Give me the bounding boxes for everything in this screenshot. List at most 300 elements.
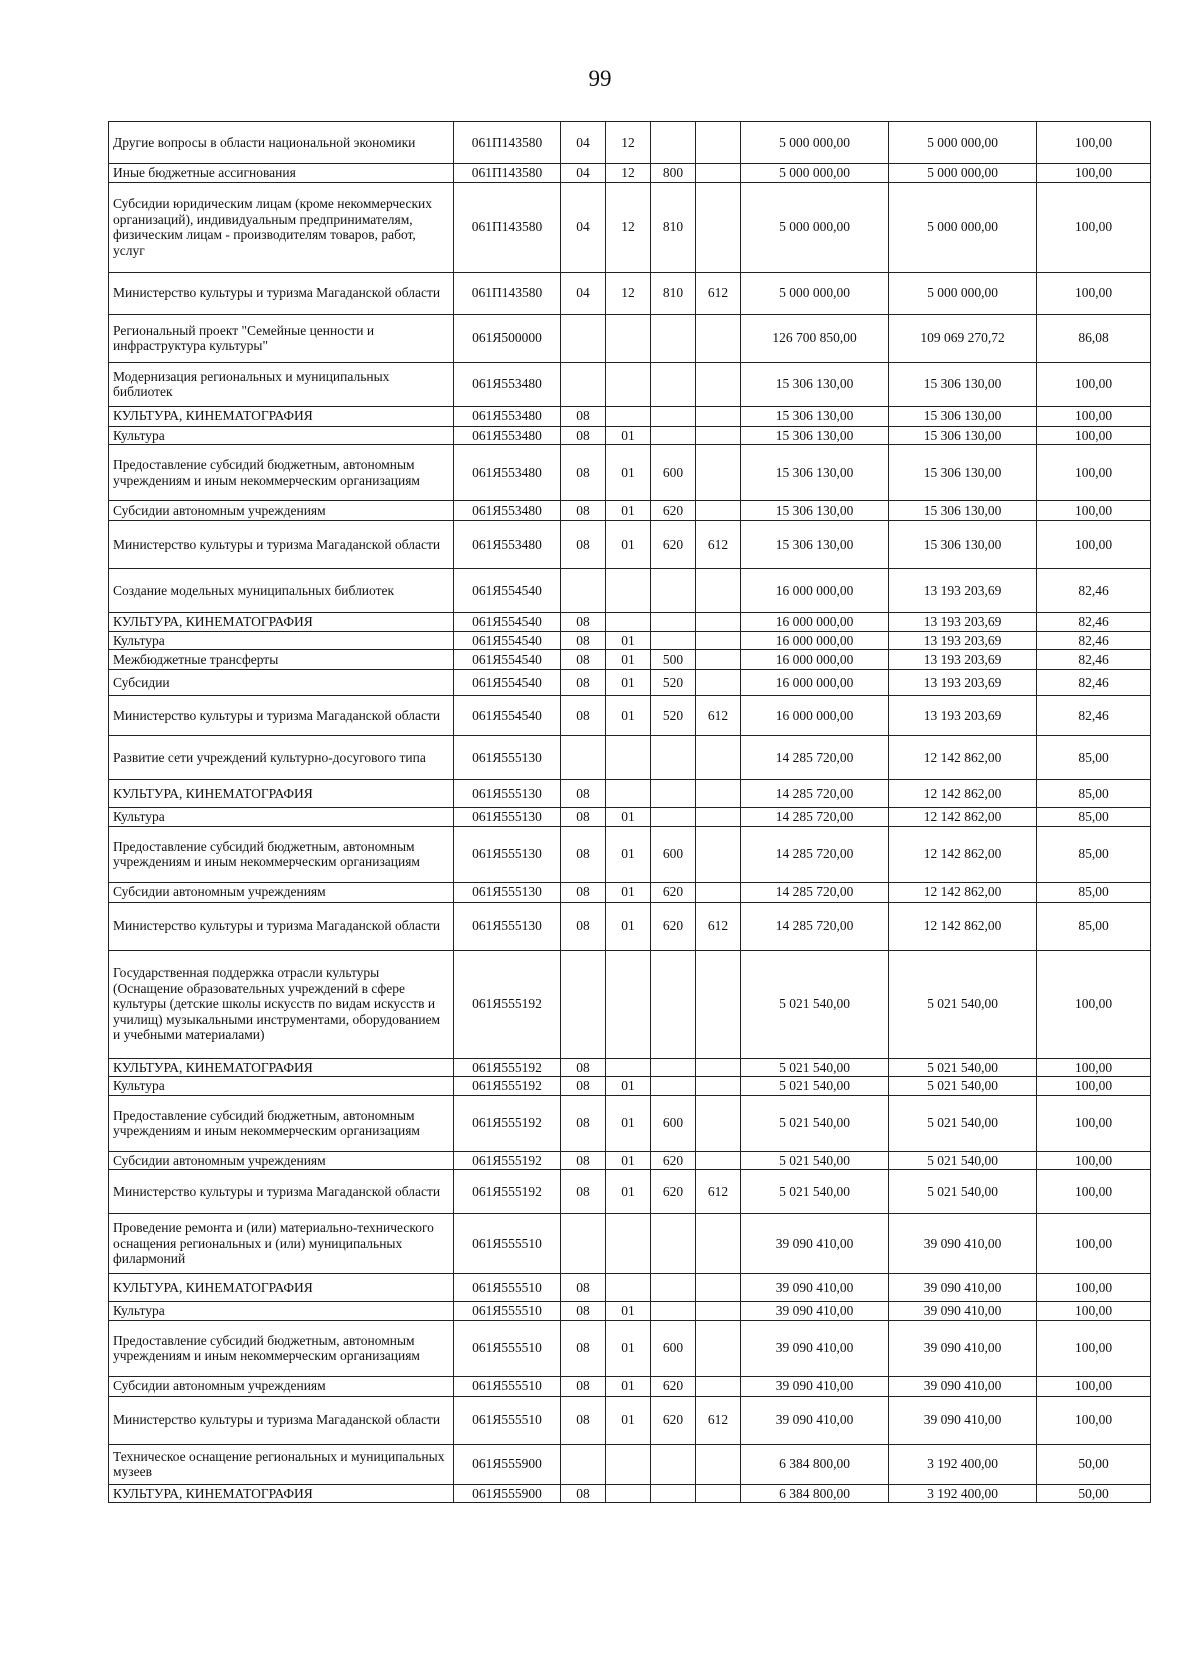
administrator-code: [696, 826, 741, 882]
execution-percent: 100,00: [1037, 501, 1151, 521]
planned-amount: 5 000 000,00: [741, 164, 889, 183]
actual-amount: 5 021 540,00: [889, 1151, 1037, 1170]
row-name: КУЛЬТУРА, КИНЕМАТОГРАФИЯ: [109, 406, 454, 426]
execution-percent: 100,00: [1037, 445, 1151, 501]
planned-amount: 5 000 000,00: [741, 272, 889, 314]
actual-amount: 5 021 540,00: [889, 1058, 1037, 1077]
section-code: 08: [561, 826, 606, 882]
administrator-code: [696, 1151, 741, 1170]
row-name: Предоставление субсидий бюджетным, автономным учреждениям и иным некоммерческим организациям: [109, 826, 454, 882]
expense-type-code: [651, 1274, 696, 1302]
row-name: Предоставление субсидий бюджетным, автономным учреждениям и иным некоммерческим организациям: [109, 1095, 454, 1151]
subsection-code: 12: [606, 164, 651, 183]
planned-amount: 15 306 130,00: [741, 445, 889, 501]
planned-amount: 5 021 540,00: [741, 1058, 889, 1077]
target-code: 061Я555130: [454, 808, 561, 827]
page-number: 99: [588, 66, 612, 91]
row-name: Субсидии: [109, 670, 454, 696]
table-row: [109, 882, 1151, 902]
execution-percent: 82,46: [1037, 650, 1151, 670]
target-code: 061Я553480: [454, 521, 561, 569]
subsection-code: 01: [606, 521, 651, 569]
section-code: 04: [561, 164, 606, 183]
expense-type-code: [651, 569, 696, 613]
section-code: [561, 362, 606, 406]
row-name: Проведение ремонта и (или) материально-технического оснащения региональных и (или) муниципальных филармоний: [109, 1214, 454, 1274]
row-name: Создание модельных муниципальных библиотек: [109, 569, 454, 613]
execution-percent: 100,00: [1037, 426, 1151, 445]
planned-amount: 14 285 720,00: [741, 902, 889, 950]
row-name: Культура: [109, 1302, 454, 1321]
table-row: [109, 1320, 1151, 1376]
execution-percent: 85,00: [1037, 808, 1151, 827]
row-name: Культура: [109, 426, 454, 445]
subsection-code: 01: [606, 1320, 651, 1376]
table-row: [109, 272, 1151, 314]
section-code: 08: [561, 631, 606, 650]
expense-type-code: 600: [651, 445, 696, 501]
administrator-code: [696, 1058, 741, 1077]
expense-type-code: 810: [651, 272, 696, 314]
execution-percent: 85,00: [1037, 736, 1151, 780]
table-row: [109, 1170, 1151, 1214]
target-code: 061Я555130: [454, 736, 561, 780]
execution-percent: 50,00: [1037, 1444, 1151, 1484]
expense-type-code: 800: [651, 164, 696, 183]
execution-percent: 100,00: [1037, 1170, 1151, 1214]
section-code: 08: [561, 1484, 606, 1503]
administrator-code: [696, 650, 741, 670]
administrator-code: [696, 1274, 741, 1302]
section-code: 08: [561, 613, 606, 632]
section-code: 08: [561, 1058, 606, 1077]
table-row: [109, 780, 1151, 808]
actual-amount: 5 000 000,00: [889, 182, 1037, 272]
planned-amount: 5 000 000,00: [741, 182, 889, 272]
section-code: 08: [561, 521, 606, 569]
execution-percent: 85,00: [1037, 902, 1151, 950]
administrator-code: [696, 426, 741, 445]
section-code: 08: [561, 1170, 606, 1214]
planned-amount: 39 090 410,00: [741, 1320, 889, 1376]
planned-amount: 16 000 000,00: [741, 613, 889, 632]
administrator-code: [696, 362, 741, 406]
table-row: [109, 1376, 1151, 1396]
target-code: 061Я553480: [454, 362, 561, 406]
expense-type-code: [651, 780, 696, 808]
section-code: 08: [561, 902, 606, 950]
subsection-code: 12: [606, 122, 651, 164]
planned-amount: 39 090 410,00: [741, 1396, 889, 1444]
table-row: [109, 1151, 1151, 1170]
execution-percent: 85,00: [1037, 780, 1151, 808]
administrator-code: [696, 1444, 741, 1484]
subsection-code: 01: [606, 1095, 651, 1151]
subsection-code: 01: [606, 1396, 651, 1444]
table-row: [109, 521, 1151, 569]
target-code: 061П143580: [454, 164, 561, 183]
execution-percent: 100,00: [1037, 1151, 1151, 1170]
expense-type-code: [651, 1444, 696, 1484]
administrator-code: [696, 631, 741, 650]
section-code: 08: [561, 1396, 606, 1444]
execution-percent: 100,00: [1037, 521, 1151, 569]
section-code: 04: [561, 272, 606, 314]
administrator-code: [696, 1484, 741, 1503]
subsection-code: 01: [606, 1376, 651, 1396]
row-name: Предоставление субсидий бюджетным, автономным учреждениям и иным некоммерческим организациям: [109, 1320, 454, 1376]
row-name: Культура: [109, 1077, 454, 1096]
execution-percent: 100,00: [1037, 122, 1151, 164]
execution-percent: 100,00: [1037, 182, 1151, 272]
section-code: 08: [561, 1376, 606, 1396]
planned-amount: 14 285 720,00: [741, 826, 889, 882]
section-code: 04: [561, 122, 606, 164]
section-code: 08: [561, 1302, 606, 1321]
row-name: Министерство культуры и туризма Магаданской области: [109, 1170, 454, 1214]
execution-percent: 100,00: [1037, 272, 1151, 314]
target-code: 061Я553480: [454, 445, 561, 501]
planned-amount: 5 000 000,00: [741, 122, 889, 164]
subsection-code: 01: [606, 426, 651, 445]
actual-amount: 12 142 862,00: [889, 736, 1037, 780]
actual-amount: 15 306 130,00: [889, 445, 1037, 501]
administrator-code: [696, 670, 741, 696]
administrator-code: [696, 736, 741, 780]
row-name: Субсидии юридическим лицам (кроме некоммерческих организаций), индивидуальным предпринимателям, физическим лицам - производителям товаров, работ, услуг: [109, 182, 454, 272]
planned-amount: 6 384 800,00: [741, 1444, 889, 1484]
target-code: 061П143580: [454, 122, 561, 164]
target-code: 061Я553480: [454, 406, 561, 426]
expense-type-code: 520: [651, 670, 696, 696]
row-name: Субсидии автономным учреждениям: [109, 501, 454, 521]
section-code: 08: [561, 1320, 606, 1376]
actual-amount: 15 306 130,00: [889, 426, 1037, 445]
table-row: [109, 362, 1151, 406]
expense-type-code: [651, 406, 696, 426]
table-row: [109, 1484, 1151, 1503]
administrator-code: [696, 1077, 741, 1096]
administrator-code: 612: [696, 696, 741, 736]
administrator-code: [696, 1095, 741, 1151]
actual-amount: 5 021 540,00: [889, 950, 1037, 1058]
expense-type-code: 600: [651, 1320, 696, 1376]
section-code: 08: [561, 670, 606, 696]
target-code: 061Я555130: [454, 882, 561, 902]
actual-amount: 5 000 000,00: [889, 164, 1037, 183]
table-row: [109, 1058, 1151, 1077]
row-name: Межбюджетные трансферты: [109, 650, 454, 670]
administrator-code: [696, 445, 741, 501]
expense-type-code: 620: [651, 882, 696, 902]
expense-type-code: [651, 613, 696, 632]
subsection-code: [606, 1444, 651, 1484]
table-row: [109, 122, 1151, 164]
administrator-code: 612: [696, 1170, 741, 1214]
expense-type-code: [651, 950, 696, 1058]
subsection-code: [606, 1214, 651, 1274]
subsection-code: [606, 1058, 651, 1077]
actual-amount: 12 142 862,00: [889, 808, 1037, 827]
target-code: 061Я555192: [454, 1058, 561, 1077]
actual-amount: 15 306 130,00: [889, 521, 1037, 569]
subsection-code: [606, 950, 651, 1058]
table-row: [109, 1274, 1151, 1302]
planned-amount: 14 285 720,00: [741, 780, 889, 808]
planned-amount: 14 285 720,00: [741, 808, 889, 827]
budget-table: [108, 121, 1151, 1503]
actual-amount: 5 000 000,00: [889, 122, 1037, 164]
actual-amount: 39 090 410,00: [889, 1396, 1037, 1444]
execution-percent: 100,00: [1037, 1058, 1151, 1077]
planned-amount: 15 306 130,00: [741, 426, 889, 445]
administrator-code: [696, 314, 741, 362]
subsection-code: [606, 406, 651, 426]
execution-percent: 82,46: [1037, 631, 1151, 650]
target-code: 061Я555192: [454, 950, 561, 1058]
execution-percent: 100,00: [1037, 1095, 1151, 1151]
execution-percent: 85,00: [1037, 882, 1151, 902]
target-code: 061Я555130: [454, 826, 561, 882]
actual-amount: 109 069 270,72: [889, 314, 1037, 362]
planned-amount: 5 021 540,00: [741, 1095, 889, 1151]
table-row: [109, 736, 1151, 780]
subsection-code: 01: [606, 1302, 651, 1321]
target-code: 061Я553480: [454, 426, 561, 445]
row-name: Культура: [109, 631, 454, 650]
section-code: [561, 1214, 606, 1274]
row-name: Техническое оснащение региональных и муниципальных музеев: [109, 1444, 454, 1484]
planned-amount: 16 000 000,00: [741, 670, 889, 696]
actual-amount: 5 021 540,00: [889, 1077, 1037, 1096]
table-row: [109, 1302, 1151, 1321]
section-code: 04: [561, 182, 606, 272]
execution-percent: 82,46: [1037, 670, 1151, 696]
target-code: 061Я555130: [454, 780, 561, 808]
execution-percent: 100,00: [1037, 1396, 1151, 1444]
row-name: КУЛЬТУРА, КИНЕМАТОГРАФИЯ: [109, 1274, 454, 1302]
subsection-code: 01: [606, 501, 651, 521]
target-code: 061Я554540: [454, 631, 561, 650]
row-name: КУЛЬТУРА, КИНЕМАТОГРАФИЯ: [109, 1058, 454, 1077]
administrator-code: [696, 1376, 741, 1396]
administrator-code: [696, 501, 741, 521]
table-row: [109, 696, 1151, 736]
target-code: 061Я554540: [454, 670, 561, 696]
section-code: 08: [561, 808, 606, 827]
administrator-code: [696, 569, 741, 613]
administrator-code: [696, 613, 741, 632]
budget-table-body: [109, 122, 1151, 1503]
actual-amount: 5 021 540,00: [889, 1095, 1037, 1151]
expense-type-code: 620: [651, 1376, 696, 1396]
actual-amount: 39 090 410,00: [889, 1214, 1037, 1274]
table-row: [109, 314, 1151, 362]
planned-amount: 5 021 540,00: [741, 1077, 889, 1096]
planned-amount: 126 700 850,00: [741, 314, 889, 362]
administrator-code: [696, 1214, 741, 1274]
section-code: 08: [561, 501, 606, 521]
expense-type-code: 500: [651, 650, 696, 670]
subsection-code: [606, 1274, 651, 1302]
planned-amount: 14 285 720,00: [741, 736, 889, 780]
administrator-code: 612: [696, 902, 741, 950]
execution-percent: 100,00: [1037, 164, 1151, 183]
subsection-code: 12: [606, 272, 651, 314]
table-row: [109, 569, 1151, 613]
row-name: Министерство культуры и туризма Магаданской области: [109, 1396, 454, 1444]
row-name: Развитие сети учреждений культурно-досугового типа: [109, 736, 454, 780]
target-code: 061П143580: [454, 272, 561, 314]
actual-amount: 15 306 130,00: [889, 501, 1037, 521]
section-code: 08: [561, 882, 606, 902]
expense-type-code: [651, 1214, 696, 1274]
subsection-code: 01: [606, 808, 651, 827]
subsection-code: 12: [606, 182, 651, 272]
row-name: КУЛЬТУРА, КИНЕМАТОГРАФИЯ: [109, 1484, 454, 1503]
expense-type-code: 600: [651, 826, 696, 882]
administrator-code: [696, 164, 741, 183]
table-row: [109, 426, 1151, 445]
actual-amount: 13 193 203,69: [889, 696, 1037, 736]
section-code: [561, 950, 606, 1058]
execution-percent: 100,00: [1037, 1376, 1151, 1396]
row-name: КУЛЬТУРА, КИНЕМАТОГРАФИЯ: [109, 780, 454, 808]
administrator-code: 612: [696, 521, 741, 569]
subsection-code: 01: [606, 826, 651, 882]
row-name: Культура: [109, 808, 454, 827]
planned-amount: 16 000 000,00: [741, 631, 889, 650]
execution-percent: 86,08: [1037, 314, 1151, 362]
planned-amount: 14 285 720,00: [741, 882, 889, 902]
planned-amount: 15 306 130,00: [741, 501, 889, 521]
planned-amount: 5 021 540,00: [741, 1151, 889, 1170]
planned-amount: 15 306 130,00: [741, 406, 889, 426]
actual-amount: 15 306 130,00: [889, 362, 1037, 406]
expense-type-code: 600: [651, 1095, 696, 1151]
section-code: 08: [561, 650, 606, 670]
section-code: 08: [561, 1274, 606, 1302]
expense-type-code: 620: [651, 902, 696, 950]
actual-amount: 39 090 410,00: [889, 1376, 1037, 1396]
target-code: 061Я553480: [454, 501, 561, 521]
planned-amount: 5 021 540,00: [741, 950, 889, 1058]
section-code: 08: [561, 1095, 606, 1151]
actual-amount: 13 193 203,69: [889, 569, 1037, 613]
actual-amount: 39 090 410,00: [889, 1302, 1037, 1321]
actual-amount: 12 142 862,00: [889, 780, 1037, 808]
section-code: 08: [561, 1077, 606, 1096]
subsection-code: 01: [606, 1170, 651, 1214]
execution-percent: 82,46: [1037, 569, 1151, 613]
expense-type-code: [651, 631, 696, 650]
table-row: [109, 613, 1151, 632]
planned-amount: 39 090 410,00: [741, 1214, 889, 1274]
table-row: [109, 950, 1151, 1058]
execution-percent: 100,00: [1037, 1077, 1151, 1096]
target-code: 061Я554540: [454, 696, 561, 736]
row-name: Субсидии автономным учреждениям: [109, 882, 454, 902]
target-code: 061Я555510: [454, 1396, 561, 1444]
table-row: [109, 1396, 1151, 1444]
target-code: 061Я555510: [454, 1320, 561, 1376]
section-code: 08: [561, 445, 606, 501]
target-code: 061Я554540: [454, 613, 561, 632]
execution-percent: 100,00: [1037, 362, 1151, 406]
subsection-code: [606, 780, 651, 808]
row-name: Предоставление субсидий бюджетным, автономным учреждениям и иным некоммерческим организациям: [109, 445, 454, 501]
subsection-code: 01: [606, 631, 651, 650]
expense-type-code: [651, 808, 696, 827]
target-code: 061Я555192: [454, 1151, 561, 1170]
subsection-code: [606, 1484, 651, 1503]
subsection-code: [606, 736, 651, 780]
planned-amount: 16 000 000,00: [741, 569, 889, 613]
subsection-code: 01: [606, 696, 651, 736]
target-code: 061Я555192: [454, 1170, 561, 1214]
table-row: [109, 182, 1151, 272]
actual-amount: 12 142 862,00: [889, 882, 1037, 902]
section-code: [561, 314, 606, 362]
target-code: 061Я555900: [454, 1484, 561, 1503]
target-code: 061Я555192: [454, 1077, 561, 1096]
row-name: Министерство культуры и туризма Магаданской области: [109, 272, 454, 314]
row-name: Субсидии автономным учреждениям: [109, 1376, 454, 1396]
row-name: Субсидии автономным учреждениям: [109, 1151, 454, 1170]
row-name: Министерство культуры и туризма Магаданской области: [109, 902, 454, 950]
actual-amount: 12 142 862,00: [889, 902, 1037, 950]
planned-amount: 15 306 130,00: [741, 521, 889, 569]
table-row: [109, 650, 1151, 670]
administrator-code: [696, 122, 741, 164]
subsection-code: 01: [606, 445, 651, 501]
subsection-code: [606, 314, 651, 362]
planned-amount: 39 090 410,00: [741, 1376, 889, 1396]
section-code: 08: [561, 1151, 606, 1170]
execution-percent: 100,00: [1037, 1274, 1151, 1302]
execution-percent: 82,46: [1037, 613, 1151, 632]
row-name: Иные бюджетные ассигнования: [109, 164, 454, 183]
administrator-code: [696, 882, 741, 902]
subsection-code: 01: [606, 650, 651, 670]
administrator-code: [696, 406, 741, 426]
expense-type-code: 620: [651, 1170, 696, 1214]
execution-percent: 100,00: [1037, 406, 1151, 426]
planned-amount: 6 384 800,00: [741, 1484, 889, 1503]
expense-type-code: 620: [651, 501, 696, 521]
execution-percent: 85,00: [1037, 826, 1151, 882]
table-row: [109, 1444, 1151, 1484]
table-row: [109, 445, 1151, 501]
planned-amount: 5 021 540,00: [741, 1170, 889, 1214]
administrator-code: [696, 780, 741, 808]
actual-amount: 5 000 000,00: [889, 272, 1037, 314]
execution-percent: 100,00: [1037, 950, 1151, 1058]
expense-type-code: [651, 122, 696, 164]
table-row: [109, 501, 1151, 521]
target-code: 061Я555900: [454, 1444, 561, 1484]
table-row: [109, 670, 1151, 696]
row-name: КУЛЬТУРА, КИНЕМАТОГРАФИЯ: [109, 613, 454, 632]
planned-amount: 39 090 410,00: [741, 1274, 889, 1302]
expense-type-code: [651, 426, 696, 445]
target-code: 061Я555130: [454, 902, 561, 950]
expense-type-code: 620: [651, 1151, 696, 1170]
section-code: [561, 736, 606, 780]
expense-type-code: [651, 1077, 696, 1096]
row-name: Министерство культуры и туризма Магаданской области: [109, 696, 454, 736]
actual-amount: 13 193 203,69: [889, 613, 1037, 632]
